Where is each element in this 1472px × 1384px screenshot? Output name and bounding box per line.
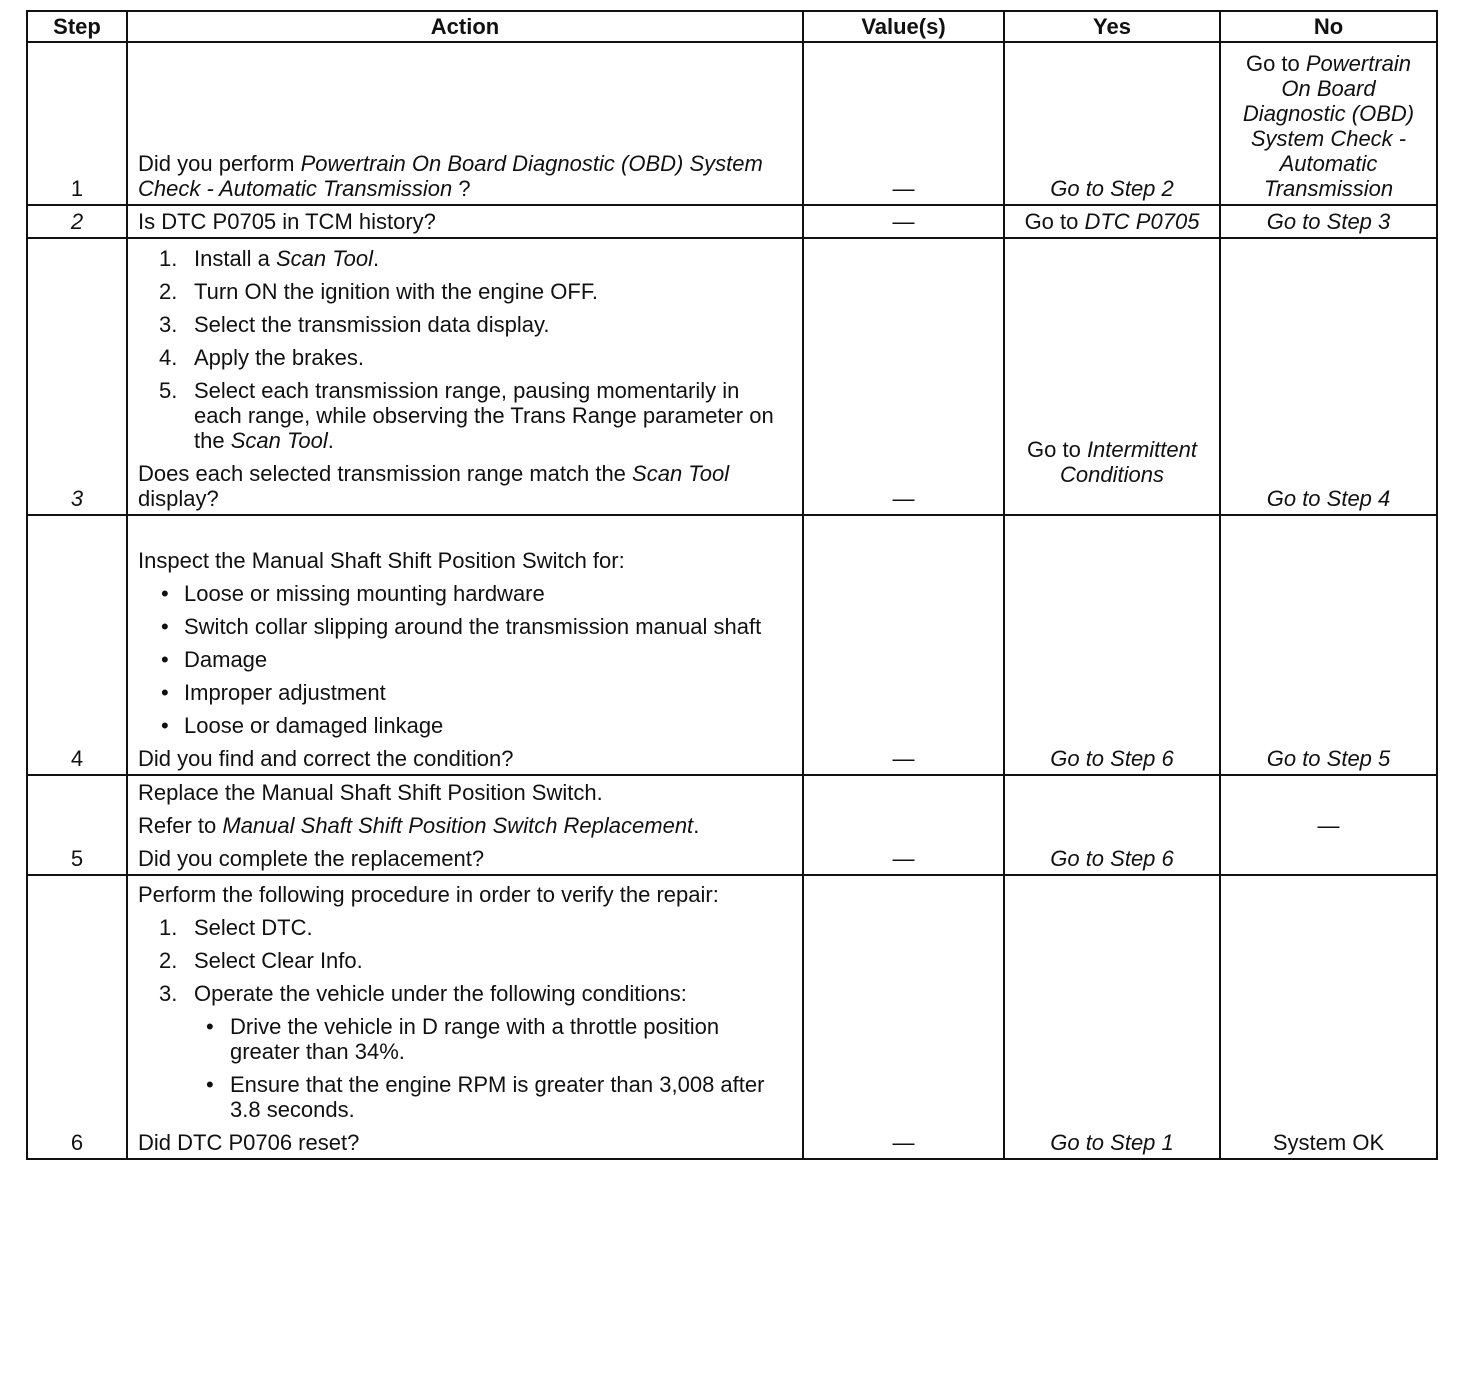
bullet-list bbox=[138, 581, 792, 738]
action-cell bbox=[127, 238, 803, 515]
value-cell: — bbox=[803, 515, 1004, 775]
yes-reference: DTC P0705 bbox=[1084, 209, 1200, 234]
header-values: Value(s) bbox=[803, 11, 1004, 42]
numbered-list bbox=[138, 246, 792, 453]
value-cell: — bbox=[803, 205, 1004, 238]
yes-cell: Go to Step 1 bbox=[1004, 875, 1220, 1159]
list-item: • Damage bbox=[138, 647, 792, 672]
no-cell bbox=[1220, 42, 1437, 205]
no-cell: — bbox=[1220, 775, 1437, 875]
numbered-list bbox=[138, 915, 792, 1122]
header-row bbox=[27, 11, 1437, 42]
list-item: • Ensure that the engine RPM is greater than 3,008 after 3.8 seconds. bbox=[194, 1072, 792, 1122]
list-item: • Loose or missing mounting hardware bbox=[138, 581, 792, 606]
value-cell: — bbox=[803, 238, 1004, 515]
action-cell bbox=[127, 42, 803, 205]
action-cell bbox=[127, 775, 803, 875]
yes-cell: Go to Step 6 bbox=[1004, 775, 1220, 875]
yes-text: Go to bbox=[1027, 437, 1087, 462]
action-text: Replace the Manual Shaft Shift Position Switch. bbox=[138, 780, 603, 805]
diagnostic-table bbox=[26, 10, 1438, 1160]
header-step: Step bbox=[27, 11, 127, 42]
yes-cell bbox=[1004, 205, 1220, 238]
value-cell: — bbox=[803, 875, 1004, 1159]
step-number: 2 bbox=[27, 205, 127, 238]
list-item: • Improper adjustment bbox=[138, 680, 792, 705]
yes-reference: Intermittent Conditions bbox=[1060, 437, 1197, 487]
no-cell: System OK bbox=[1220, 875, 1437, 1159]
action-reference: Powertrain On Board Diagnostic (OBD) System Check - Automatic Transmission bbox=[138, 151, 763, 201]
yes-cell bbox=[1004, 238, 1220, 515]
list-item: • Switch collar slipping around the transmission manual shaft bbox=[138, 614, 792, 639]
step-number: 4 bbox=[27, 515, 127, 775]
question-text: Did you complete the replacement? bbox=[138, 846, 485, 871]
list-item: 1. Install a Scan Tool. bbox=[159, 246, 380, 271]
no-text: Go to bbox=[1245, 51, 1306, 76]
value-cell: — bbox=[803, 42, 1004, 205]
no-cell: Go to Step 5 bbox=[1220, 515, 1437, 775]
list-item: 3. Operate the vehicle under the following conditions: • Drive the vehicle in D range with a throttle position greater than 34%. • Ensure that the engine RPM is greater than 3,008 after 3.8 seconds. bbox=[138, 981, 792, 1122]
action-cell: Is DTC P0705 in TCM history? bbox=[127, 205, 803, 238]
table-row-step-4 bbox=[27, 515, 1437, 775]
intro-text: Perform the following procedure in order to verify the repair: bbox=[138, 882, 719, 907]
step-number: 5 bbox=[27, 775, 127, 875]
action-text-end: ? bbox=[452, 176, 471, 201]
list-item: • Drive the vehicle in D range with a throttle position greater than 34%. bbox=[194, 1014, 792, 1064]
table-row-step-5 bbox=[27, 775, 1437, 875]
header-action: Action bbox=[127, 11, 803, 42]
no-cell: Go to Step 4 bbox=[1220, 238, 1437, 515]
table-row-step-2 bbox=[27, 205, 1437, 238]
table-row-step-1 bbox=[27, 42, 1437, 205]
list-item: 2. Select Clear Info. bbox=[159, 948, 363, 973]
reference-text: Refer to Manual Shaft Shift Position Switch Replacement. bbox=[138, 813, 700, 838]
table-row-step-3 bbox=[27, 238, 1437, 515]
no-reference: Powertrain On Board Diagnostic (OBD) System Check - Automatic Transmission bbox=[1242, 51, 1415, 201]
list-item: 4. Apply the brakes. bbox=[159, 345, 364, 370]
list-item: • Loose or damaged linkage bbox=[138, 713, 792, 738]
value-cell: — bbox=[803, 775, 1004, 875]
question-text: Did you find and correct the condition? bbox=[138, 746, 514, 771]
list-item: 1. Select DTC. bbox=[159, 915, 313, 940]
header-no: No bbox=[1220, 11, 1437, 42]
step-number: 3 bbox=[27, 238, 127, 515]
list-item: 5. Select each transmission range, pausing momentarily in each range, while observing the Trans Range parameter on the Scan Tool. bbox=[159, 378, 774, 453]
step-number: 6 bbox=[27, 875, 127, 1159]
list-item: 3. Select the transmission data display. bbox=[159, 312, 550, 337]
yes-cell: Go to Step 2 bbox=[1004, 42, 1220, 205]
sub-bullet-list bbox=[194, 1014, 792, 1122]
question-text: Did DTC P0706 reset? bbox=[138, 1130, 360, 1155]
action-cell bbox=[127, 875, 803, 1159]
action-cell bbox=[127, 515, 803, 775]
header-yes: Yes bbox=[1004, 11, 1220, 42]
yes-cell: Go to Step 6 bbox=[1004, 515, 1220, 775]
action-text: Did you perform bbox=[138, 151, 301, 176]
no-cell: Go to Step 3 bbox=[1220, 205, 1437, 238]
table-row-step-6 bbox=[27, 875, 1437, 1159]
list-item: 2. Turn ON the ignition with the engine OFF. bbox=[159, 279, 598, 304]
step-number: 1 bbox=[27, 42, 127, 205]
yes-text: Go to bbox=[1024, 209, 1085, 234]
question-text: Does each selected transmission range match the Scan Tool display? bbox=[138, 461, 730, 511]
intro-text: Inspect the Manual Shaft Shift Position Switch for: bbox=[138, 548, 625, 573]
